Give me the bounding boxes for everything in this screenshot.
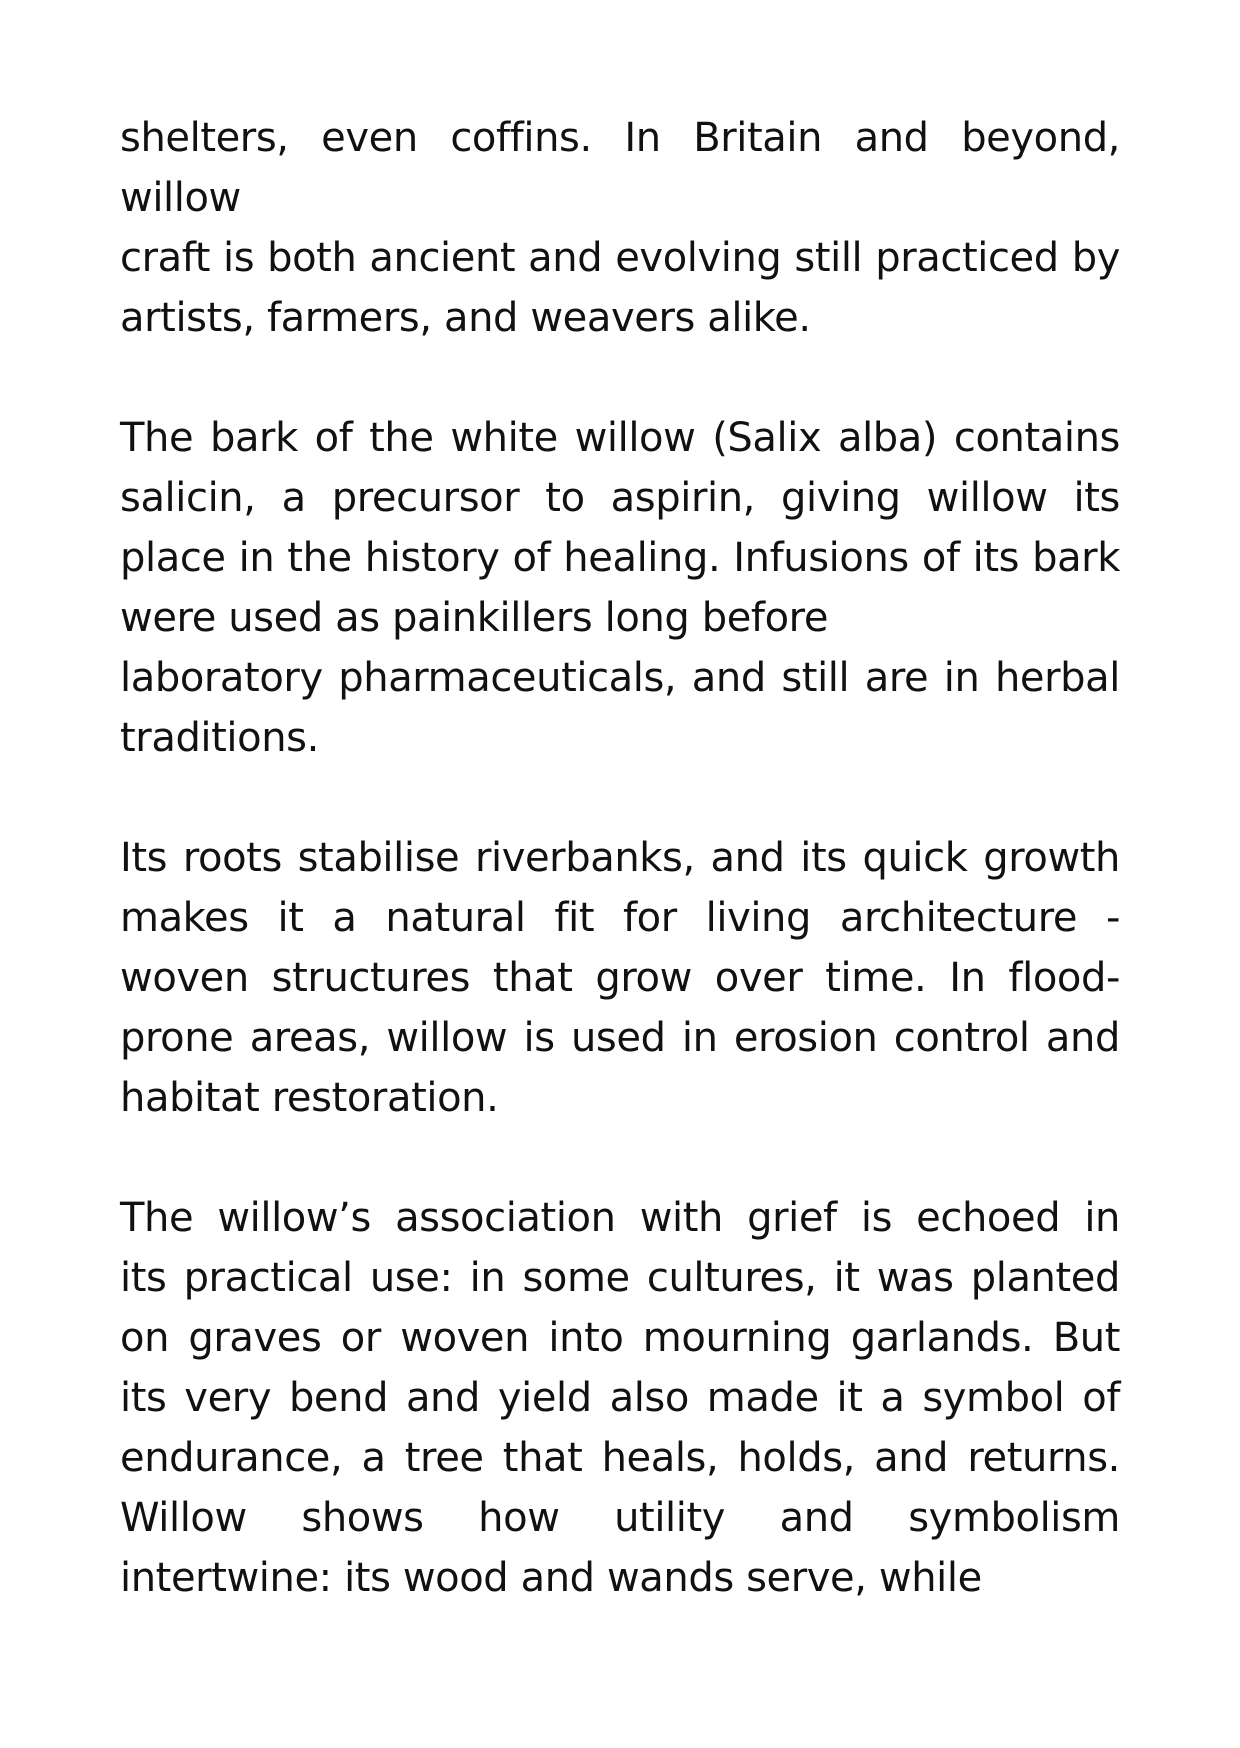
text-line: on graves or woven into mourning garlands. But: [120, 1315, 1120, 1361]
text-line: its very bend and yield also made it a symbol of: [120, 1375, 1120, 1421]
text-line: Willow shows how utility and symbolism: [120, 1495, 1120, 1541]
text-line: were used as painkillers long before: [120, 595, 829, 641]
paragraph-1: [120, 108, 1120, 348]
text-line: intertwine: its wood and wands serve, while: [120, 1555, 982, 1601]
text-line: craft is both ancient and evolving still practiced by: [120, 235, 1120, 281]
text-line: its practical use: in some cultures, it was planted: [120, 1255, 1120, 1301]
paragraph-3: [120, 828, 1120, 1128]
text-line: makes it a natural fit for living architecture -: [120, 895, 1120, 941]
text-line: salicin, a precursor to aspirin, giving willow its: [120, 475, 1120, 521]
text-line: habitat restoration.: [120, 1075, 499, 1121]
text-line: place in the history of healing. Infusions of its bark: [120, 535, 1120, 581]
paragraph-2: [120, 408, 1120, 768]
text-line: The bark of the white willow (Salix alba) contains: [120, 415, 1120, 461]
text-line: The willow’s association with grief is echoed in: [120, 1195, 1120, 1241]
text-line: endurance, a tree that heals, holds, and returns.: [120, 1435, 1120, 1481]
text-line: artists, farmers, and weavers alike.: [120, 295, 811, 341]
text-line: woven structures that grow over time. In flood-: [120, 955, 1120, 1001]
document-page: [120, 108, 1120, 1608]
paragraph-4: [120, 1188, 1120, 1608]
text-line: shelters, even coffins. In Britain and beyond, willow: [120, 115, 1120, 221]
text-line: laboratory pharmaceuticals, and still are in herbal: [120, 655, 1120, 701]
text-line: prone areas, willow is used in erosion control and: [120, 1015, 1120, 1061]
text-line: traditions.: [120, 715, 319, 761]
text-line: Its roots stabilise riverbanks, and its quick growth: [120, 835, 1120, 881]
